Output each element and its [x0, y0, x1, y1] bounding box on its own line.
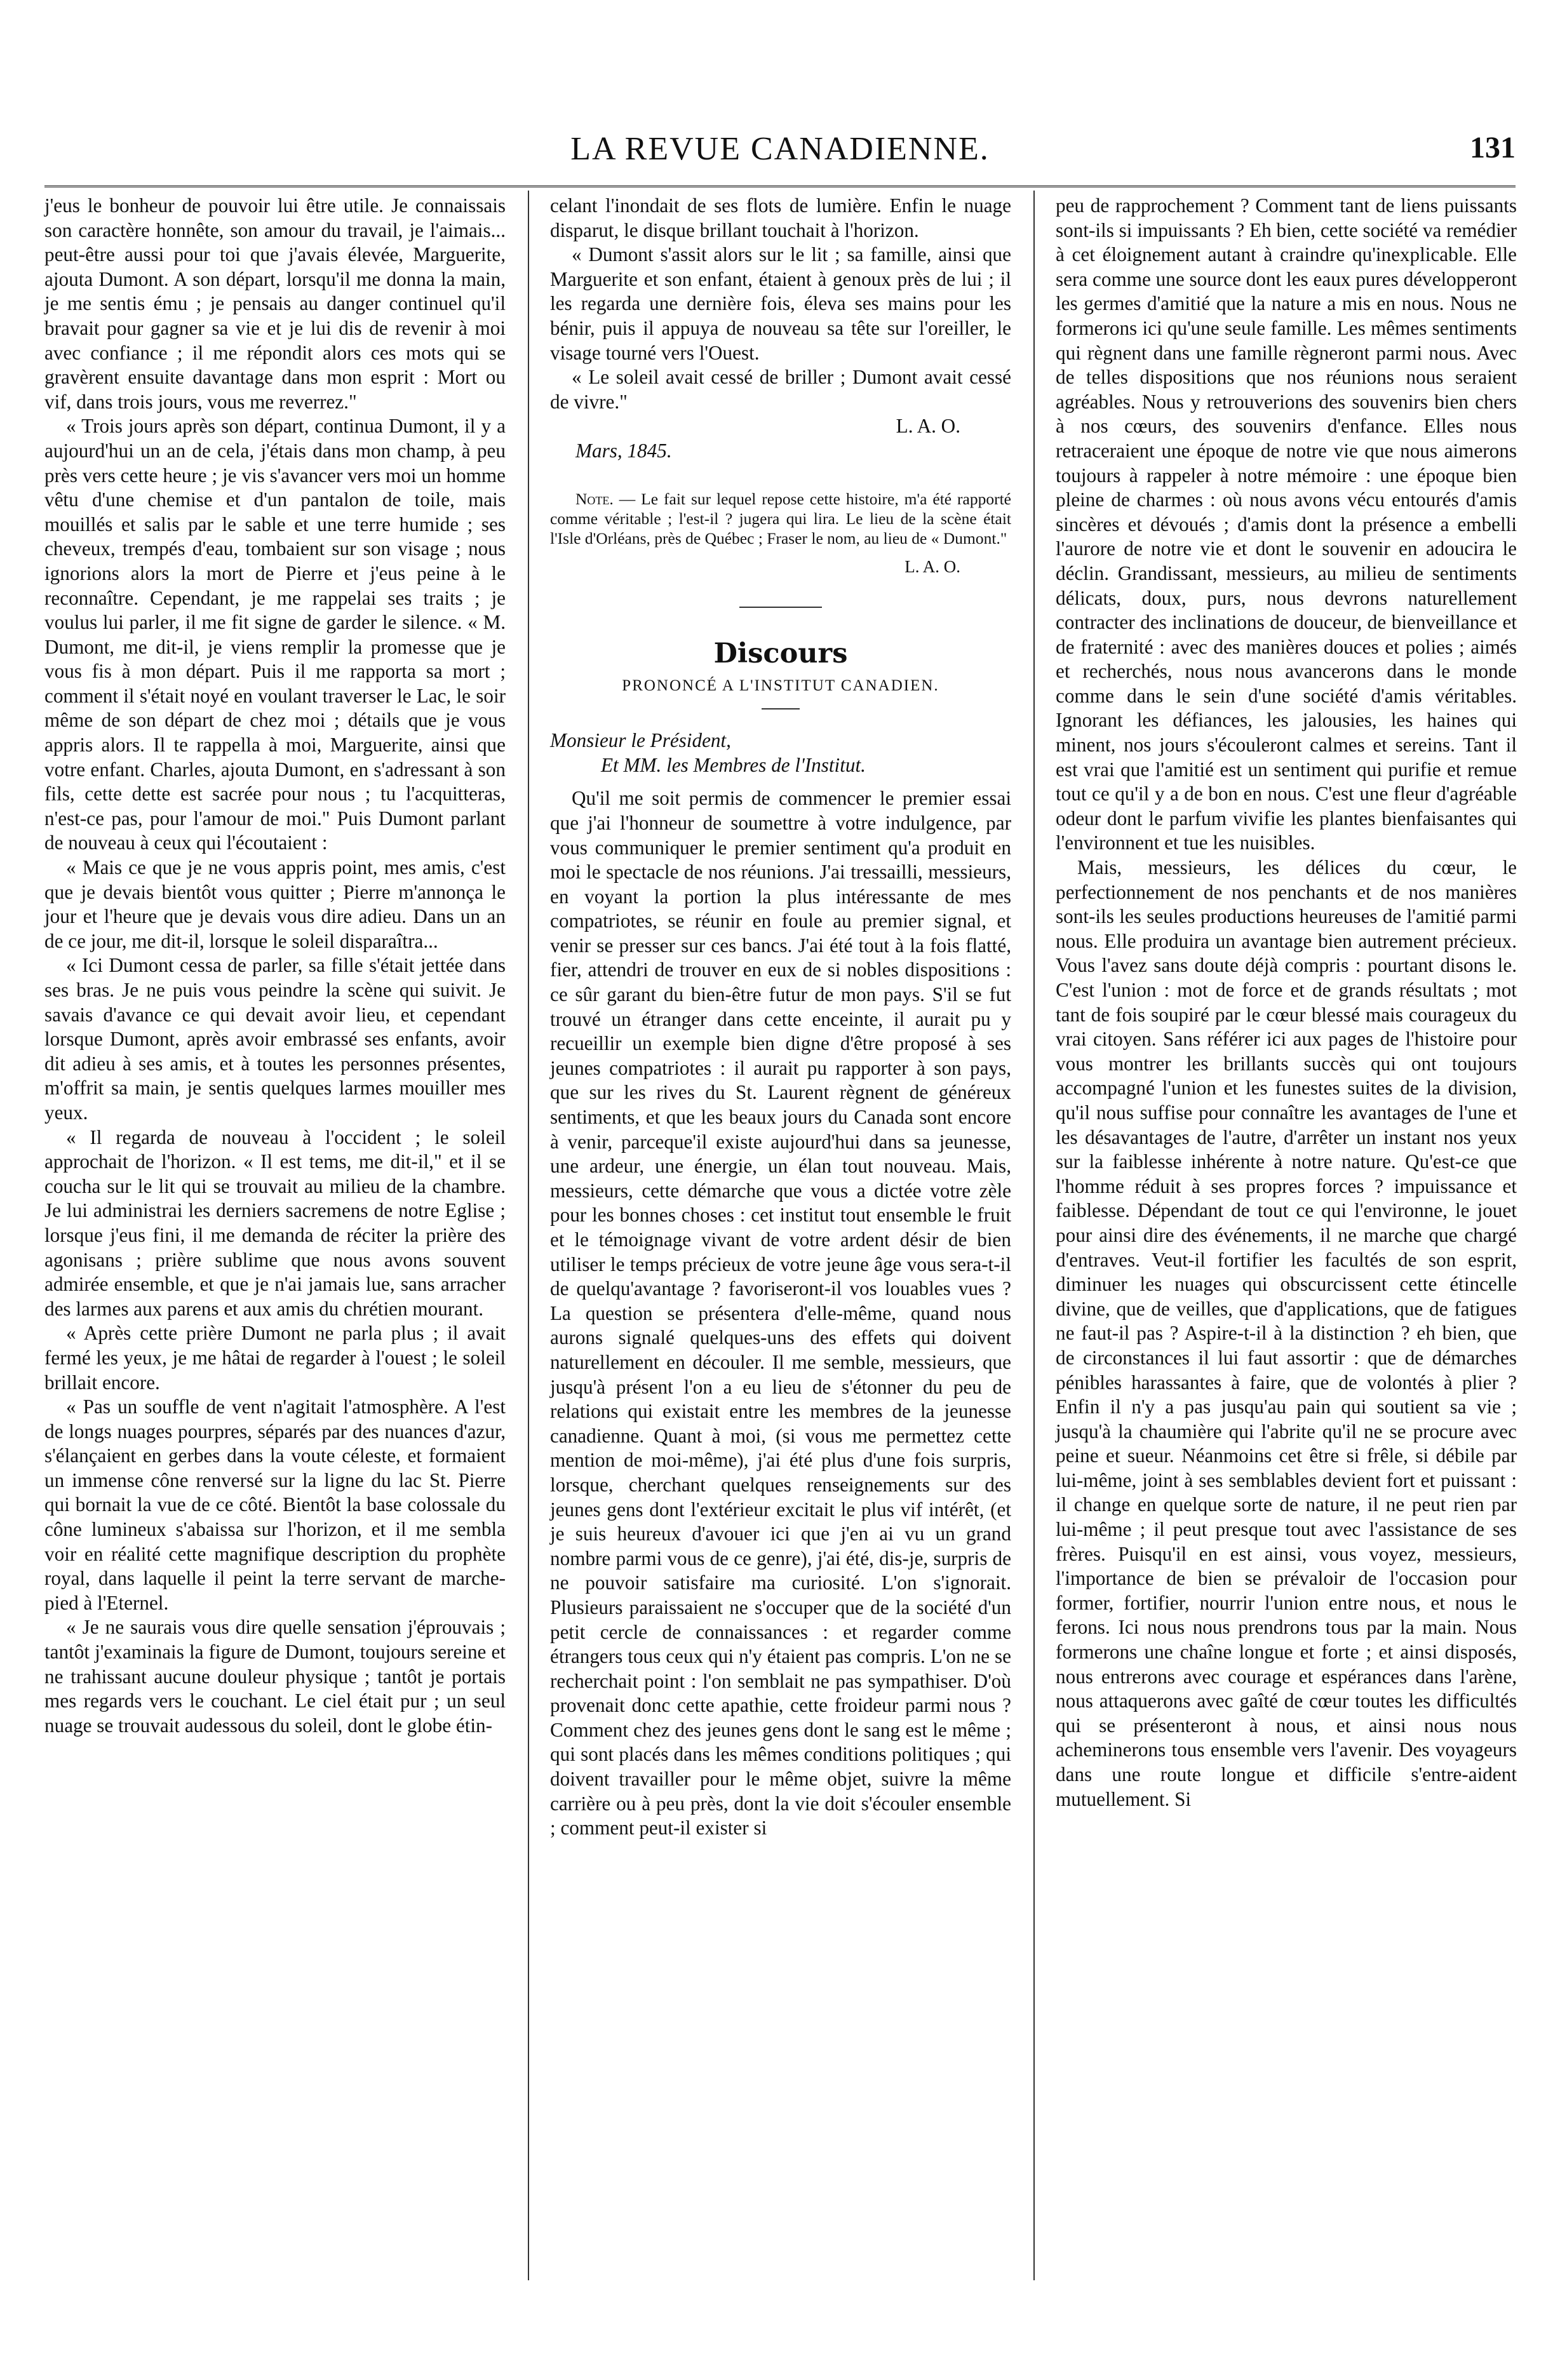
column-divider [1033, 191, 1035, 2280]
story-date: Mars, 1845. [575, 439, 672, 462]
running-title: LA REVUE CANADIENNE. [570, 131, 990, 167]
footnote [550, 489, 1011, 548]
section-subtitle: PRONONCÉ A L'INSTITUT CANADIEN. [622, 677, 939, 695]
column-right [1056, 194, 1517, 1812]
column-middle [550, 194, 1011, 1841]
paragraph: « Ici Dumont cessa de parler, sa fille s'était jettée dans ses bras. Je ne puis vous peindre la scène qui suivit. Je savais d'avance ce qui devait avoir lieu, et cependant lorsque Dumont, après avoir embrassé ses enfants, avoir dit adieu à ses amis, et à toutes les personnes présentes, m'offrit sa main, je sentis quelques larmes mouiller mes yeux. [44, 954, 506, 1124]
paragraph: « Mais ce que je ne vous appris point, mes amis, c'est que je devais bientôt vous quitter ; Pierre m'annonça le jour et l'heure que je devais vous dire adieu. Dans un an de ce jour, me dit-il, lorsque le soleil disparaîtra... [44, 856, 506, 952]
header-rule [44, 185, 1516, 187]
column-left [44, 194, 506, 1738]
paragraph: « Le soleil avait cessé de briller ; Dumont avait cessé de vivre." [550, 366, 1011, 413]
paragraph: « Dumont s'assit alors sur le lit ; sa famille, ainsi que Marguerite et son enfant, étaient à genoux près de lui ; il les regarda une dernière fois, éleva ses mains pour les bénir, puis il appuya de nouveau sa tête sur l'oreiller, le visage tourné vers l'Ouest. [550, 243, 1011, 364]
story-signature: L. A. O. [896, 415, 960, 438]
paragraph: « Après cette prière Dumont ne parla plus ; il avait fermé les yeux, je me hâtai de regarder à l'ouest ; le soleil brillait encore. [44, 1322, 506, 1394]
paragraph: j'eus le bonheur de pouvoir lui être utile. Je connaissais son caractère honnête, son amour du travail, je l'aimais... peut-être aussi pour toi que j'avais élevée, Marguerite, ajouta Dumont. A son départ, lorsqu'il me donna la main, je me sentis ému ; je pensais au danger continuel qu'il bravait pour gagner sa vie et je lui dis de revenir à moi avec confiance ; il me répondit alors ces mots qui se gravèrent ensuite davantage dans mon esprit : Mort ou vif, dans trois jours, vous me reverrez." [44, 194, 506, 413]
footnote-label: Note. [575, 489, 614, 508]
section-title: Discours [713, 638, 848, 670]
paragraph: « Je ne saurais vous dire quelle sensation j'éprouvais ; tantôt j'examinais la figure de Dumont, toujours sereine et ne trahissant aucune douleur physique ; tantôt je portais mes regards vers le couchant. Le ciel était pur ; un seul nuage se trouvait audessous du soleil, dont le globe étin- [44, 1616, 506, 1737]
paragraph: Mais, messieurs, les délices du cœur, le perfectionnement de nos penchants et de nos manières sont-ils les seules productions heureuses de l'amitié parmi nous. Elle produira un avantage bien autrement précieux. Vous l'avez sans doute déjà compris : pourtant disons le. C'est l'union : mot de force et de grands résultats ; mot tant de fois soupiré par le cœur blessé mais courageux du vrai citoyen. Sans référer ici aux pages de l'histoire pour vous montrer les brillants succès qui ont toujours accompagné l'union et les funestes suites de la division, qu'il nous suffise pour connaître les avantages de l'une et les désavantages de l'autre, d'arrêter un instant nos yeux sur la faiblesse inhérente à notre nature. Qu'est-ce que l'homme réduit à ses propres forces ? impuissance et faiblesse. Dépendant de tout ce qui l'environne, le jouet pour ainsi dire des événements, il ne marche que chargé d'entraves. Veut-il fortifier les facultés de son esprit, diminuer les nuages qui obscurcissent cette étincelle divine, que de veilles, que d'applications, que de fatigues ne faut-il pas ? Aspire-t-il à la distinction ? eh bien, que de circonstances il lui faut assortir : que de démarches pénibles harassantes à faire, que de volontés à plier ? Enfin il n'y a pas jusqu'au pain qui soutient sa vie ; jusqu'à la chaumière qui l'abrite qu'il ne se procure avec peine et sueur. Néanmoins cet être si frêle, si débile par lui-même, joint à ses semblables devient fort et puissant : il change en quelque sorte de nature, il ne peut rien par lui-même ; il peut presque tout avec l'assistance de ses frères. Puisqu'il en est ainsi, vous voyez, messieurs, l'importance de bien se prévaloir de l'occasion pour former, fortifier, nourrir l'union entre nous, et nous le ferons. Ici nous nous prendrons tous par la main. Nous formerons une chaîne longue et forte ; et ainsi disposés, nous entrerons avec courage et espérances dans l'arène, nous attaquerons avec gaîté de cœur toutes les difficultés qui se présenteront à nous, et ainsi nous nous acheminerons tous ensemble vers l'avenir. Des voyageurs dans une route longue et difficile s'entre-aident mutuellement. Si [1056, 856, 1517, 1810]
footnote-text: — Le fait sur lequel repose cette histoire, m'a été rapporté comme véritable ; l'est-il ? jugera qui lira. Le lieu de la scène était l'Isle d'Orléans, près de Québec ; Fraser le nom, au lieu de « Dumont." [550, 489, 1011, 548]
address-line: Monsieur le Président, [550, 729, 731, 752]
column-divider [528, 191, 529, 2280]
paragraph: celant l'inondait de ses flots de lumière. Enfin le nuage disparut, le disque brillant touchait à l'horizon. [550, 194, 1011, 241]
paragraph: Qu'il me soit permis de commencer le premier essai que j'ai l'honneur de soumettre à votre indulgence, par vous communiquer le premier sentiment qu'a produit en moi le spectacle de nos réunions. J'ai tressailli, messieurs, en voyant la portion la plus intéressante de mes compatriotes, se réunir en foule au premier signal, et venir se presser sur ces bancs. J'ai été tout à la fois flatté, fier, attendri de trouver en eux de si nobles dispositions : ce sûr garant du bien-être futur de mon pays. S'il se fut trouvé un étranger dans cette enceinte, il aurait pu y recueillir un exemple bien digne d'être proposé à ses jeunes compatriotes : il aurait pu rapporter à son pays, que sur les rives du St. Laurent règnent de généreux sentiments, et que les beaux jours du Canada sont encore à venir, parceque'il existe aujourd'hui dans sa jeunesse, une ardeur, une énergie, un élan tout nouveau. Mais, messieurs, cette démarche que vous a dictée votre zèle pour les bonnes choses : cet institut tout ensemble le fruit et le témoignage vivant de votre ardent désir de bien utiliser le temps précieux de votre jeune âge vous sera-t-il de quelqu'avantage ? favoriseront-il vos louables vues ? La question se présentera d'elle-même, quand nous aurons signalé quelques-uns des effets qui doivent naturellement en découler. Il me semble, messieurs, que jusqu'à présent l'on a eu lieu de s'étonner du peu de relations qui existait entre les membres de la jeunesse canadienne. Quant à moi, (si vous me permettez cette mention de moi-même), j'ai été plus d'une fois surpris, lorsque, cherchant quelques renseignements sur des jeunes gens dont l'extérieur excitait le plus vif intérêt, (et je suis heureux d'avouer ici que j'en ai vu un grand nombre parmi vous de ce genre), j'ai été, dis-je, surpris de ne pouvoir satisfaire ma curiosité. L'on s'ignorait. Plusieurs paraissaient ne s'occuper que de la société d'un petit cercle de connaissances : et regarder comme étrangers tous ceux qui n'y étaient pas compris. L'on ne se recherchait point : l'on semblait ne pas sympathiser. D'où provenait donc cette apathie, cette froideur parmi nous ? Comment chez des jeunes gens dont le sang est le même ; qui sont placés dans les mêmes conditions politiques ; qui doivent travailler pour le même objet, suivre la même carrière ou à peu près, dont la vie doit s'écouler ensemble ; comment peut-il exister si [550, 787, 1011, 1839]
page-header [44, 130, 1516, 181]
address-line: Et MM. les Membres de l'Institut. [601, 753, 866, 776]
paragraph: « Pas un souffle de vent n'agitait l'atmosphère. A l'est de longs nuages pourpres, séparés par des nuances d'azur, s'élançaient en gerbes dans la voute céleste, et formaient un immense cône renversé sur la ligne du lac St. Pierre qui bornait la vue de ce côté. Bientôt la base colossale du cône lumineux s'abaissa sur l'horizon, et il me sembla voir en réalité cette magnifique description du prophète royal, dans laquelle il peint la terre servant de marche-pied à l'Eternel. [44, 1395, 506, 1614]
paragraph: « Il regarda de nouveau à l'occident ; le soleil approchait de l'horizon. « Il est tems, me dit-il," et il se coucha sur le lit qui se trouvait au milieu de la chambre. Je lui administrai les derniers sacremens de notre Eglise ; lorsque j'eus fini, il me demanda de réciter la prière des agonisans ; prière sublime que nous avons souvent admirée ensemble, et que je n'ai jamais lue, sans arracher des larmes aux parens et aux amis du chrétien mourant. [44, 1126, 506, 1320]
page-number: 131 [1470, 131, 1516, 165]
paragraph: peu de rapprochement ? Comment tant de liens puissants sont-ils si impuissants ? Eh bien, cette société va remédier à cet éloignement autant à craindre qu'inexplicable. Elle sera comme une source dont les eaux pures développeront les germes d'amitié que la nature a mis en nous. Nous ne formerons ici qu'une seule famille. Les mêmes sentiments qui règnent dans une famille règneront parmi nous. Avec de telles dispositions que nos réunions nous seraient agréables. Nous y retrouverions des souvenirs bien chers à nos cœurs, des souvenirs d'enfance. Elles nous retraceraient une époque de notre vie que nous aimerons toujours à rappeler à notre mémoire : une époque bien pleine de charmes : où nous avons vécu entourés d'amis sincères et dévoués ; d'amis dont la présence a embelli l'aurore de notre vie et dont le souvenir en adoucira le déclin. Grandissant, messieurs, au milieu de sentiments délicats, doux, purs, nous devrons naturellement contracter des inclinations de douceur, de bienveillance et de fraternité : avec des manières douces et polies ; aimés et recherchés, nous nous avancerons dans le monde comme dans le sein d'une société d'amis véritables. Ignorant les défiances, les jalousies, les haines qui minent, nos jours s'écouleront calmes et sereins. Tant il est vrai que l'amitié est un sentiment qui purifie et remue tout ce qu'il y a de bon en nous. C'est une fleur d'agréable odeur dont le parfum vivifie les plantes bienfaisantes qui l'environnent et tue les nuisibles. [1056, 194, 1517, 854]
paragraph: « Trois jours après son départ, continua Dumont, il y a aujourd'hui un an de cela, j'étais dans mon champ, à peu près vers cette heure ; je vis s'avancer vers moi un homme vêtu d'une chemise et d'un pantalon de toile, mais mouillés et salis par le sable et une terre humide ; ses cheveux, trempés d'eau, tombaient sur son visage ; nous ignorions alors la mort de Pierre et j'eus peine à le reconnaître. Cependant, je me rappelai ses traits ; je voulus lui parler, il me fit signe de garder le silence. « M. Dumont, me dit-il, je viens remplir la promesse que je vous fis à mon départ. Puis il me rapporta sa mort ; comment il s'était noyé en voulant traverser le Lac, le soir même de son départ de chez moi ; détails que je vous appris alors. Il te rappella à moi, Marguerite, ainsi que votre enfant. Charles, ajouta Dumont, en s'adressant à son fils, cette dette est sacrée pour nous ; tu l'acquitteras, n'est-ce pas, pour l'amour de moi." Puis Dumont parlant de nouveau à ceux qui l'écoutaient : [44, 415, 506, 854]
section-divider [739, 607, 822, 608]
footnote-signature: L. A. O. [904, 556, 960, 576]
subtitle-divider [762, 708, 800, 709]
